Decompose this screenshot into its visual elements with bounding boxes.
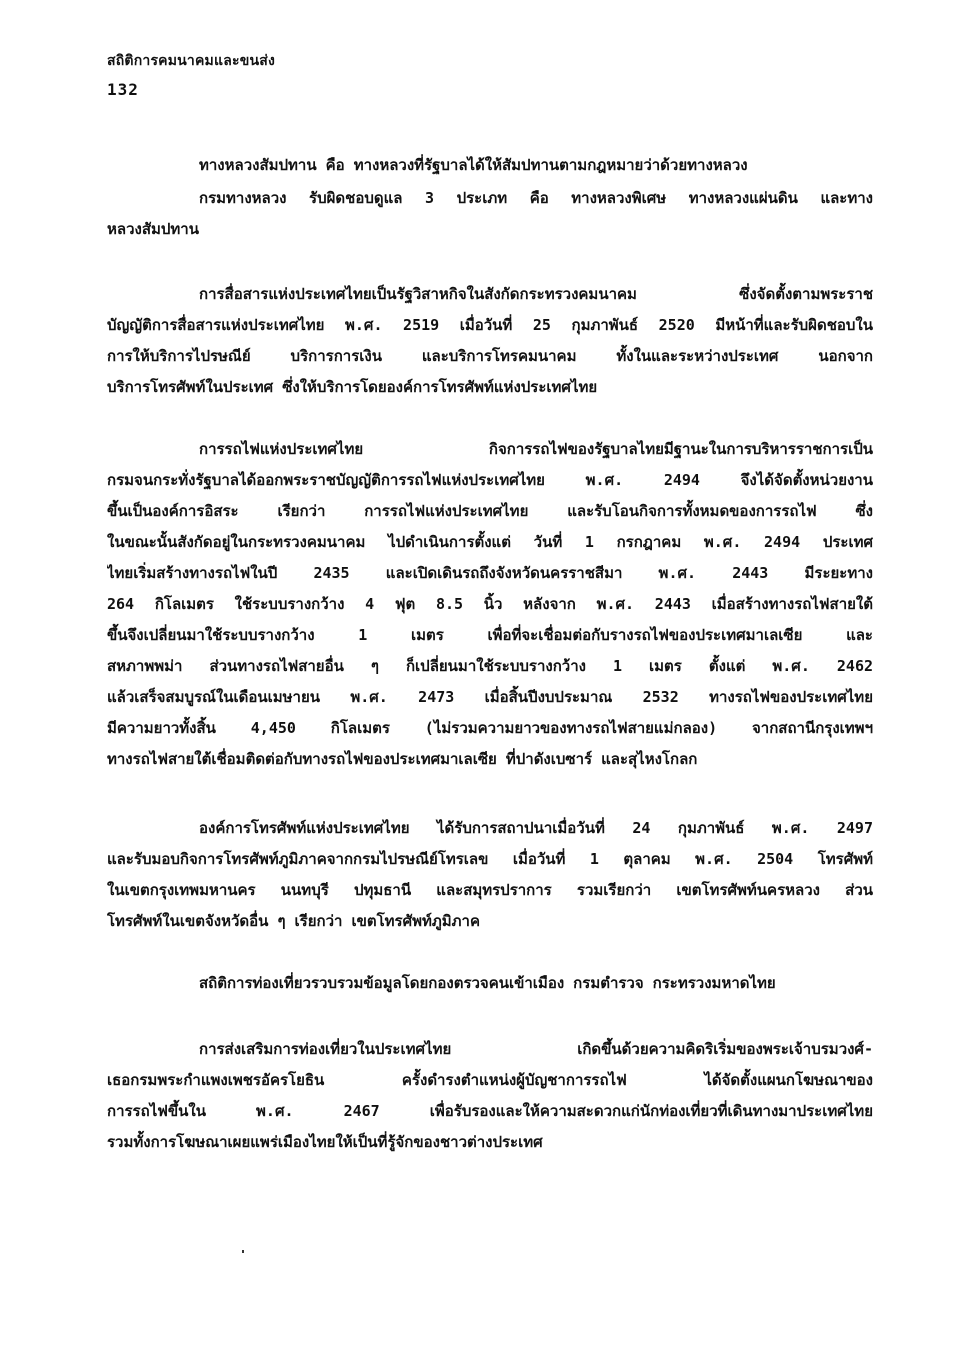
page-number: 132: [107, 80, 139, 99]
paragraph-line: กรมจนกระทั่งรัฐบาลได้ออกพระราชบัญญัติการรถไฟแห่งประเทศไทย พ.ศ. 2494 จึงได้จัดตั้งหน่วยงาน: [107, 471, 873, 489]
paragraph-line: 264 กิโลเมตร ใช้ระบบรางกว้าง 4 ฟุต 8.5 นิ้ว หลังจาก พ.ศ. 2443 เมื่อสร้างทางรถไฟสายใต้: [107, 595, 873, 613]
paragraph-line: บัญญัติการสื่อสารแห่งประเทศไทย พ.ศ. 2519 เมื่อวันที่ 25 กุมภาพันธ์ 2520 มีหน้าที่และรับผิดชอบใน: [107, 316, 873, 334]
paragraph-tourism-promotion: [107, 1034, 873, 1158]
paragraph-highway-concession: [107, 150, 873, 181]
paragraph-line: ขึ้นเป็นองค์การอิสระ เรียกว่า การรถไฟแห่งประเทศไทย และรับโอนกิจการทั้งหมดของการรถไฟ ซึ่ง: [107, 502, 873, 520]
paragraph-line: การสื่อสารแห่งประเทศไทยเป็นรัฐวิสาหกิจในสังกัดกระทรวงคมนาคม ซึ่งจัดตั้งตามพระราช: [199, 285, 873, 303]
paragraph-line: เธอกรมพระกำแพงเพชรอัครโยธิน ครั้งดำรงตำแหน่งผู้บัญชาการรถไฟ ได้จัดตั้งแผนกโฆษณาของ: [107, 1071, 873, 1089]
paragraph-line: มีความยาวทั้งสิ้น 4,450 กิโลเมตร (ไม่รวมความยาวของทางรถไฟสายแม่กลอง) จากสถานีกรุงเทพฯ: [107, 719, 873, 737]
paragraph-department-of-highways: [107, 183, 873, 245]
paragraph-tourism-statistics: [107, 968, 873, 999]
paragraph-line: ทางหลวงสัมปทาน คือ ทางหลวงที่รัฐบาลได้ให้สัมปทานตามกฎหมายว่าด้วยทางหลวง: [199, 156, 748, 174]
paragraph-line: ขึ้นจึงเปลี่ยนมาใช้ระบบรางกว้าง 1 เมตร เพื่อที่จะเชื่อมต่อกับรางรถไฟของประเทศมาเลเซีย และ: [107, 626, 873, 644]
paragraph-line: โทรศัพท์ในเขตจังหวัดอื่น ๆ เรียกว่า เขตโทรศัพท์ภูมิภาค: [107, 912, 481, 930]
paragraph-line: การรถไฟแห่งประเทศไทย กิจการรถไฟของรัฐบาลไทยมีฐานะในการบริหารราชการเป็น: [199, 440, 873, 458]
paragraph-state-railway: [107, 434, 873, 775]
paragraph-line: บริการโทรศัพท์ในประเทศ ซึ่งให้บริการโดยองค์การโทรศัพท์แห่งประเทศไทย: [107, 378, 598, 396]
paragraph-line: และรับมอบกิจการโทรศัพท์ภูมิภาคจากกรมไปรษณีย์โทรเลข เมื่อวันที่ 1 ตุลาคม พ.ศ. 2504 โทรศัพท์: [107, 850, 873, 868]
paragraph-line: ทางรถไฟสายใต้เชื่อมติดต่อกับทางรถไฟของประเทศมาเลเซีย ที่ปาดังเบซาร์ และสุไหงโกลก: [107, 750, 698, 768]
paragraph-line: สหภาพพม่า ส่วนทางรถไฟสายอื่น ๆ ก็เปลี่ยนมาใช้ระบบรางกว้าง 1 เมตร ตั้งแต่ พ.ศ. 2462: [107, 657, 873, 675]
paragraph-line: ไทยเริ่มสร้างทางรถไฟในปี 2435 และเปิดเดินรถถึงจังหวัดนครราชสีมา พ.ศ. 2443 มีระยะทาง: [107, 564, 873, 582]
paragraph-line: รวมทั้งการโฆษณาเผยแพร่เมืองไทยให้เป็นที่รู้จักของชาวต่างประเทศ: [107, 1133, 543, 1151]
scan-speck: [242, 1250, 244, 1253]
paragraph-line: กรมทางหลวง รับผิดชอบดูแล 3 ประเภท คือ ทางหลวงพิเศษ ทางหลวงแผ่นดิน และทาง: [199, 189, 873, 207]
paragraph-line: การส่งเสริมการท่องเที่ยวในประเทศไทย เกิดขึ้นด้วยความคิดริเริ่มของพระเจ้าบรมวงศ์-: [199, 1040, 873, 1058]
paragraph-line: การรถไฟขึ้นใน พ.ศ. 2467 เพื่อรับรองและให้ความสะดวกแก่นักท่องเที่ยวที่เดินทางมาประเทศไทย: [107, 1102, 873, 1120]
paragraph-communications-authority: [107, 279, 873, 403]
paragraph-line: ในขณะนั้นสังกัดอยู่ในกระทรวงคมนาคม ไปดำเนินการตั้งแต่ วันที่ 1 กรกฎาคม พ.ศ. 2494 ประเทศ: [107, 533, 873, 551]
paragraph-line: องค์การโทรศัพท์แห่งประเทศไทย ได้รับการสถาปนาเมื่อวันที่ 24 กุมภาพันธ์ พ.ศ. 2497: [199, 819, 873, 837]
paragraph-line: แล้วเสร็จสมบูรณ์ในเดือนเมษายน พ.ศ. 2473 เมื่อสิ้นปีงบประมาณ 2532 ทางรถไฟของประเทศไทย: [107, 688, 873, 706]
running-head-title: สถิติการคมนาคมและขนส่ง: [107, 53, 276, 69]
paragraph-line: หลวงสัมปทาน: [107, 220, 199, 238]
paragraph-line: สถิติการท่องเที่ยวรวบรวมข้อมูลโดยกองตรวจคนเข้าเมือง กรมตำรวจ กระทรวงมหาดไทย: [199, 974, 776, 992]
paragraph-line: การให้บริการไปรษณีย์ บริการการเงิน และบริการโทรคมนาคม ทั้งในและระหว่างประเทศ นอกจาก: [107, 347, 873, 365]
paragraph-line: ในเขตกรุงเทพมหานคร นนทบุรี ปทุมธานี และสมุทรปราการ รวมเรียกว่า เขตโทรศัพท์นครหลวง ส่วน: [107, 881, 873, 899]
paragraph-telephone-organization: [107, 813, 873, 937]
